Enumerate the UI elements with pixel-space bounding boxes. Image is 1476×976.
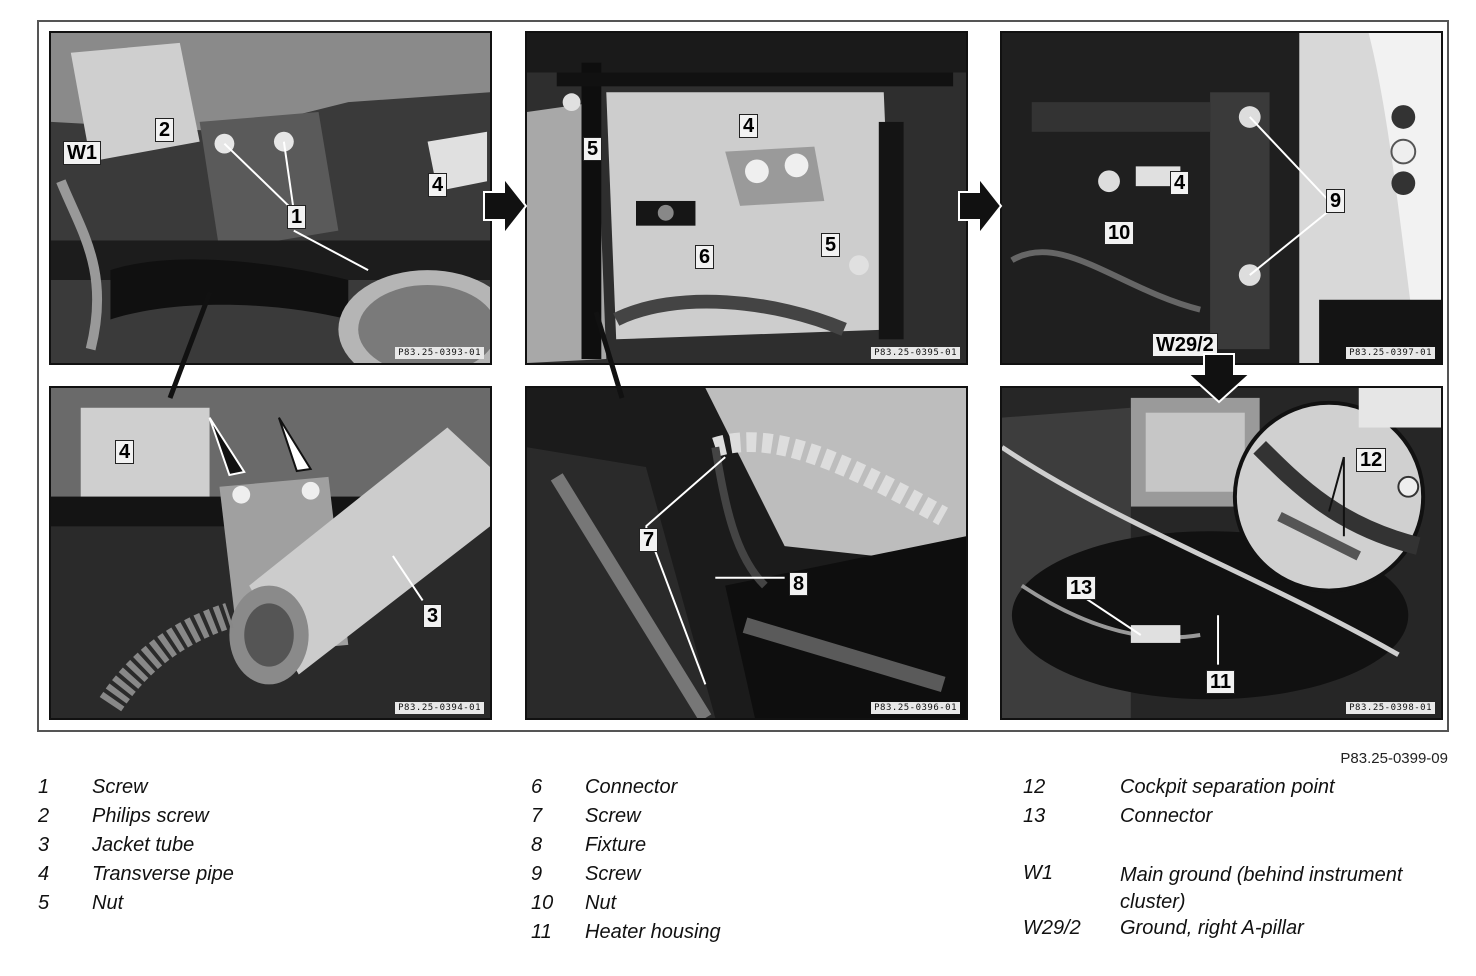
legend-desc: Cockpit separation point: [1120, 776, 1335, 798]
callout-4: 4: [428, 173, 447, 197]
legend-column-1: [38, 776, 438, 921]
photo-code: P83.25-0397-01: [1346, 347, 1435, 359]
legend-key: 5: [38, 892, 50, 914]
legend-key: W29/2: [1023, 917, 1081, 939]
arrow-right-icon: [482, 176, 528, 236]
photo-code: P83.25-0398-01: [1346, 702, 1435, 714]
callout-5-right: 5: [821, 233, 840, 257]
callout-w29-2: W29/2: [1152, 333, 1218, 357]
callout-10: 10: [1104, 221, 1134, 245]
callout-3: 3: [423, 604, 442, 628]
callout-1: 1: [287, 205, 306, 229]
legend-key: 1: [38, 776, 50, 798]
photo-4-scene: [51, 388, 490, 718]
callout-12: 12: [1356, 448, 1386, 472]
legend-desc: Connector: [1120, 805, 1213, 827]
legend-desc: Nut: [585, 892, 617, 914]
callout-w1: W1: [63, 141, 101, 165]
legend-desc: Screw: [585, 863, 641, 885]
legend-desc: Ground, right A-pillar: [1120, 917, 1304, 939]
legend-key: 9: [531, 863, 543, 885]
leader-line-icon: [160, 290, 220, 400]
legend-key: 13: [1023, 805, 1046, 827]
legend-desc: Nut: [92, 892, 124, 914]
photo-panel-1: [49, 31, 492, 365]
callout-7: 7: [639, 528, 658, 552]
legend-item: [531, 863, 951, 892]
photo-panel-5: [525, 386, 968, 720]
photo-code: P83.25-0395-01: [871, 347, 960, 359]
photo-code: P83.25-0396-01: [871, 702, 960, 714]
legend-column-3: [1023, 776, 1463, 946]
photo-1-scene: [51, 33, 490, 363]
photo-3-scene: [1002, 33, 1441, 363]
legend-desc: Main ground (behind instrument cluster): [1120, 864, 1403, 913]
legend-item: [1023, 776, 1463, 805]
callout-5-top: 5: [583, 137, 602, 161]
legend-key: W1: [1023, 862, 1053, 884]
legend-key: 12: [1023, 776, 1046, 798]
legend-item: [38, 805, 438, 834]
legend-desc: Connector: [585, 776, 678, 798]
arrow-right-icon: [957, 176, 1003, 236]
legend-item: [38, 892, 438, 921]
photo-5-scene: [527, 388, 966, 718]
legend-item: [1023, 862, 1463, 917]
photo-panel-4: [49, 386, 492, 720]
callout-11: 11: [1206, 670, 1235, 694]
legend-item: [1023, 917, 1463, 946]
legend-key: 11: [531, 921, 552, 943]
callout-9: 9: [1326, 189, 1345, 213]
legend-item: [531, 776, 951, 805]
callout-4: 4: [1170, 171, 1189, 195]
legend-item: [531, 834, 951, 863]
legend-column-2: [531, 776, 951, 950]
legend-key: 10: [531, 892, 554, 914]
callout-4: 4: [115, 440, 134, 464]
legend-desc: Fixture: [585, 834, 647, 856]
legend-key: 2: [38, 805, 50, 827]
legend-desc: Jacket tube: [92, 834, 195, 856]
legend-key: 7: [531, 805, 543, 827]
photo-panel-3: [1000, 31, 1443, 365]
arrow-down-icon: [1186, 352, 1252, 404]
callout-8: 8: [789, 572, 808, 596]
legend-desc: Screw: [92, 776, 148, 798]
legend-key: 6: [531, 776, 543, 798]
photo-code: P83.25-0394-01: [395, 702, 484, 714]
callout-6: 6: [695, 245, 714, 269]
callout-4: 4: [739, 114, 758, 138]
legend-desc: Transverse pipe: [92, 863, 234, 885]
legend-item: [1023, 805, 1463, 834]
callout-2: 2: [155, 118, 174, 142]
legend-item: [531, 921, 951, 950]
figure-id: P83.25-0399-09: [1340, 750, 1448, 767]
legend-item: [531, 892, 951, 921]
legend-key: 8: [531, 834, 543, 856]
photo-6-scene: [1002, 388, 1441, 718]
photo-code: P83.25-0393-01: [395, 347, 484, 359]
legend-item: [38, 834, 438, 863]
legend-desc: Heater housing: [585, 921, 721, 943]
legend-desc: Screw: [585, 805, 641, 827]
legend-item: [38, 776, 438, 805]
callout-13: 13: [1066, 576, 1096, 600]
legend-item: [531, 805, 951, 834]
legend-desc: Philips screw: [92, 805, 209, 827]
photo-panel-6: [1000, 386, 1443, 720]
legend-item: [38, 863, 438, 892]
legend-key: 4: [38, 863, 50, 885]
legend-key: 3: [38, 834, 50, 856]
leader-line-icon: [590, 310, 630, 400]
